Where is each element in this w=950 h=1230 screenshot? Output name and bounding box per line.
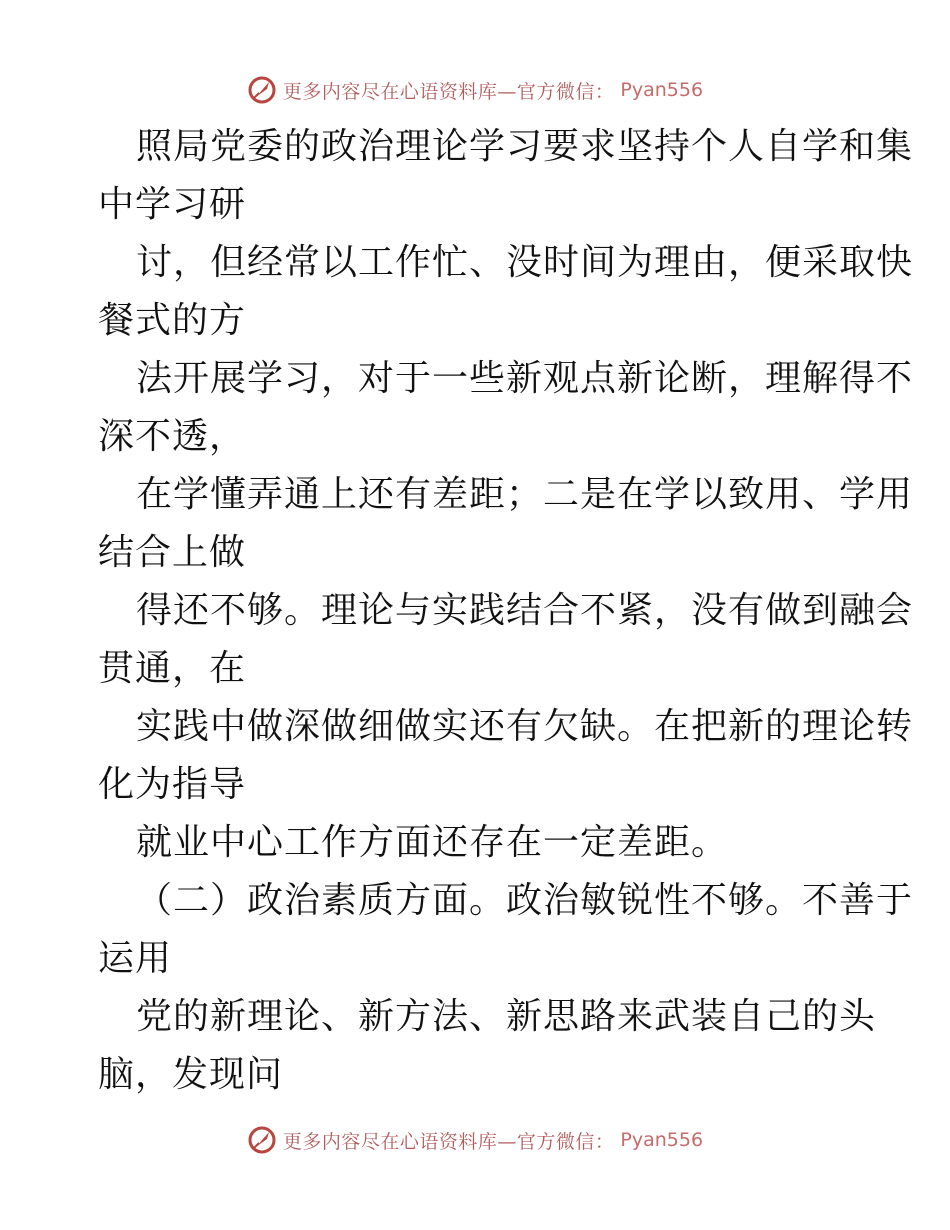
text-line: 照局党委的政治理论学习要求坚持个人自学和集 (136, 126, 914, 167)
text-line: 脑，发现问 (98, 1054, 284, 1095)
text-line: 在学懂弄通上还有差距；二是在学以致用、学用 (136, 474, 914, 515)
text-line: 中学习研 (98, 184, 247, 225)
document-body (98, 118, 914, 1104)
text-line: 化为指导 (98, 764, 247, 805)
banner-text: 更多内容尽在心语资料库—官方微信： (282, 80, 615, 103)
text-line: 就业中心工作方面还存在一定差距。 (136, 822, 729, 863)
banner-text: 更多内容尽在心语资料库—官方微信： (282, 1130, 615, 1153)
footer-watermark-banner (0, 1120, 950, 1160)
text-line: 结合上做 (98, 532, 247, 573)
text-line: 得还不够。理论与实践结合不紧，没有做到融会 (136, 590, 914, 631)
text-line: 讨，但经常以工作忙、没时间为理由，便采取快 (136, 242, 914, 283)
text-line: 法开展学习，对于一些新观点新论断，理解得不 (136, 358, 914, 399)
text-line: 党的新理论、新方法、新思路来武装自己的头 (136, 996, 877, 1037)
header-watermark-banner (0, 70, 950, 110)
text-line: 餐式的方 (98, 300, 247, 341)
wechat-id: Pyan556 (620, 79, 704, 101)
feather-pen-circle-icon (247, 1125, 277, 1155)
text-line: 贯通，在 (98, 648, 247, 689)
wechat-id: Pyan556 (620, 1129, 704, 1151)
feather-pen-circle-icon (247, 75, 277, 105)
text-line: （二）政治素质方面。政治敏锐性不够。不善于 (136, 880, 914, 921)
text-line: 深不透， (98, 416, 247, 457)
text-line: 运用 (98, 938, 173, 979)
text-line: 实践中做深做细做实还有欠缺。在把新的理论转 (136, 706, 914, 747)
